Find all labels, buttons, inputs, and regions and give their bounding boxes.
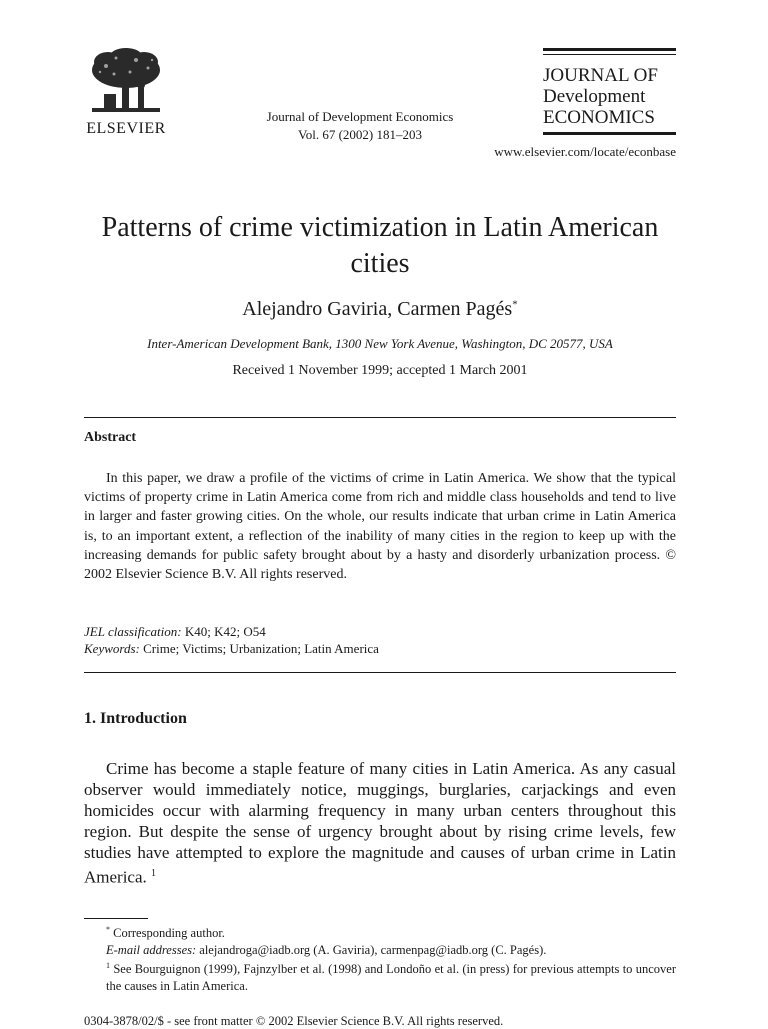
abstract-top-rule xyxy=(84,417,676,418)
corresponding-mark: * xyxy=(512,298,518,311)
footnote-rule xyxy=(84,918,148,919)
intro-paragraph xyxy=(84,758,676,888)
journal-masthead xyxy=(543,48,676,135)
masthead-line-1: JOURNAL OF xyxy=(543,65,658,86)
citation-journal: Journal of Development Economics xyxy=(266,109,454,124)
footnote-star-mark: * xyxy=(106,925,110,934)
jel-line xyxy=(84,623,676,640)
footnote-1-text: See Bourguignon (1999), Fajnzylber et al. (1998) and Londoño et al. (in press) for previous attempts to uncover the causes in Latin America. xyxy=(106,962,676,993)
classification-block xyxy=(84,623,676,657)
keywords-value: Crime; Victims; Urbanization; Latin America xyxy=(143,641,379,656)
intro-text: Crime has become a staple feature of many cities in Latin America. As any casual observer would immediately notice, muggings, burglaries, carjackings and even homicides occur with alarming frequency in many urban centers throughout this region. But despite the sense of urgency brought about by rising crime levels, few studies have attempted to explore the magnitude and causes of urban crime in Latin America. xyxy=(84,759,676,887)
keywords-line xyxy=(84,640,676,657)
masthead-line-3: ECONOMICS xyxy=(543,107,655,128)
abstract-body xyxy=(84,469,676,584)
corresponding-text: Corresponding author. xyxy=(113,926,225,941)
masthead-rule-thin xyxy=(543,54,676,55)
citation-volume: Vol. 67 (2002) 181–203 xyxy=(298,127,422,142)
footnote-1-mark: 1 xyxy=(106,961,110,971)
keywords-label: Keywords: xyxy=(84,641,140,656)
masthead-rule-thick xyxy=(543,48,676,51)
front-matter-line: 0304-3878/02/$ - see front matter © 2002 Elsevier Science B.V. All rights reserved. xyxy=(84,1014,504,1028)
abstract-heading: Abstract xyxy=(84,430,137,445)
abstract-bottom-rule xyxy=(84,672,676,673)
publisher-logo xyxy=(80,48,172,138)
article-received: Received 1 November 1999; accepted 1 March 2001 xyxy=(232,363,528,378)
masthead-line-2: Development xyxy=(543,86,646,107)
footnote-email xyxy=(84,942,676,959)
article-authors xyxy=(84,298,676,321)
footnote-1 xyxy=(84,958,676,994)
article-title: Patterns of crime victimization in Latin American cities xyxy=(101,212,659,279)
authors-names: Alejandro Gaviria, Carmen Pagés xyxy=(242,298,513,320)
section-heading: 1. Introduction xyxy=(84,710,187,727)
article-affiliation: Inter-American Development Bank, 1300 New York Avenue, Washington, DC 20577, USA xyxy=(147,336,613,351)
journal-citation xyxy=(230,108,490,144)
intro-body xyxy=(84,758,676,888)
masthead-rule-bottom xyxy=(543,132,676,135)
abstract-paragraph: In this paper, we draw a profile of the victims of crime in Latin America. We show that the typical victims of property crime in Latin America come from rich and middle class households and tend to live in larger and faster growing cities. On the whole, our results indicate that urban crime in Latin America is, to an important extent, a reflection of the inability of many cities in the region to keep up with the increasing demands for public safety brought about by a hasty and disorderly urbanization process. © 2002 Elsevier Science B.V. All rights reserved. xyxy=(84,471,676,583)
email-value[interactable]: alejandroga@iadb.org (A. Gaviria), carmenpag@iadb.org (C. Pagés). xyxy=(199,942,547,957)
footnote-corresponding xyxy=(84,922,676,942)
jel-value: K40; K42; O54 xyxy=(184,624,266,639)
journal-url[interactable]: www.elsevier.com/locate/econbase xyxy=(494,144,676,159)
elsevier-tree-icon xyxy=(86,48,166,118)
footnote-ref-1[interactable]: 1 xyxy=(151,868,157,879)
jel-label: JEL classification: xyxy=(84,624,182,639)
email-label: E-mail addresses: xyxy=(106,942,197,957)
publisher-name: ELSEVIER xyxy=(86,120,166,137)
footnotes xyxy=(84,922,676,994)
